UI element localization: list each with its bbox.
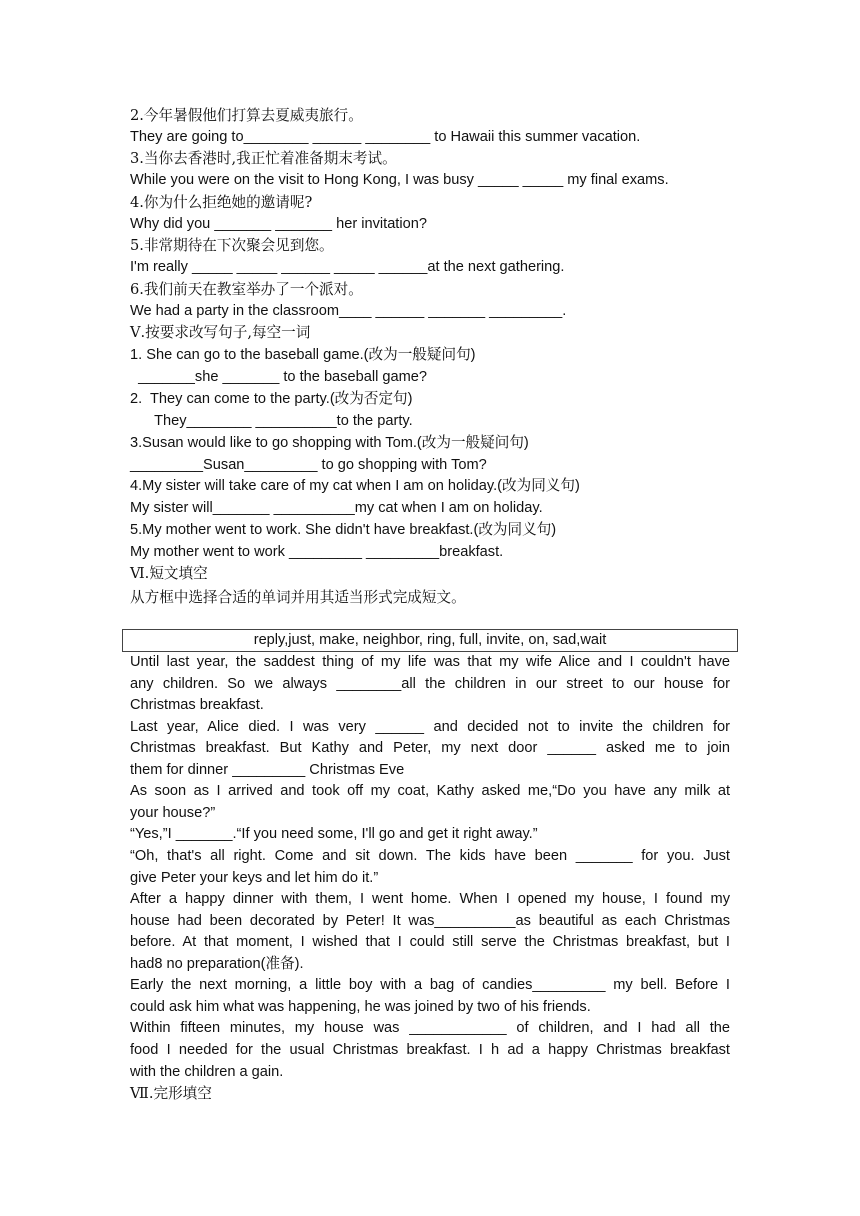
passage-line: Last year, Alice died. I was very ______ and decided not to invite the children for — [130, 718, 730, 735]
section-7-heading: Ⅶ.完形填空 — [130, 1085, 212, 1102]
question-6-chinese: 6.我们前天在教室举办了一个派对。 — [130, 281, 363, 298]
rewrite-question-4: 4.My sister will take care of my cat when I am on holiday.(改为同义句) — [130, 478, 580, 494]
passage-line: had8 no preparation(准备). — [130, 955, 304, 972]
section-6-heading: Ⅵ.短文填空 — [130, 565, 208, 582]
question-4-english: Why did you _______ _______ her invitation? — [130, 216, 427, 232]
passage-line: before. At that moment, I wished that I could still serve the Christmas breakfast, but I — [130, 934, 730, 951]
passage-line: could ask him what was happening, he was joined by two of his friends. — [130, 998, 591, 1015]
rewrite-answer-5: My mother went to work _________ _________breakfast. — [130, 544, 504, 560]
passage-line: house had been decorated by Peter! It was__________as beautiful as each Christmas — [130, 912, 730, 929]
passage-line: Christmas breakfast. — [130, 697, 264, 714]
passage-line: Until last year, the saddest thing of my life was that my wife Alice and I couldn't have — [130, 654, 730, 670]
rewrite-answer-2: They________ __________to the party. — [130, 413, 413, 429]
question-5-english: I'm really _____ _____ ______ _____ ______at the next gathering. — [130, 259, 565, 275]
passage-line: Early the next morning, a little boy with a bag of candies_________ my bell. Before I — [130, 977, 730, 994]
passage-line: them for dinner _________ Christmas Eve — [130, 761, 405, 778]
question-5-chinese: 5.非常期待在下次聚会见到您。 — [130, 237, 334, 254]
question-4-chinese: 4.你为什么拒绝她的邀请呢? — [130, 194, 313, 211]
question-6-english: We had a party in the classroom____ ______ _______ _________. — [130, 303, 567, 319]
rewrite-answer-1: _______she _______ to the baseball game? — [130, 369, 427, 385]
passage-line: food I needed for the usual Christmas breakfast. I h ad a happy Christmas breakfast — [130, 1041, 730, 1058]
question-3-chinese: 3.当你去香港时,我正忙着准备期末考试。 — [130, 150, 397, 167]
passage-line: your house?” — [130, 804, 216, 821]
rewrite-question-1: 1. She can go to the baseball game.(改为一般疑问句) — [130, 347, 476, 363]
section-6-instruction: 从方框中选择合适的单词并用其适当形式完成短文。 — [130, 589, 466, 606]
passage-line: “Yes,”I _______.“If you need some, I'll go and get it right away.” — [130, 826, 538, 843]
rewrite-answer-3: _________Susan_________ to go shopping with Tom? — [130, 457, 487, 473]
rewrite-question-2: 2. They can come to the party.(改为否定句) — [130, 391, 413, 407]
passage-line: with the children a gain. — [130, 1063, 284, 1080]
rewrite-question-5: 5.My mother went to work. She didn't have breakfast.(改为同义句) — [130, 522, 557, 538]
rewrite-answer-4: My sister will_______ __________my cat when I am on holiday. — [130, 500, 543, 516]
question-2-chinese: 2.今年暑假他们打算去夏威夷旅行。 — [130, 107, 363, 124]
word-bank-box: reply,just, make, neighbor, ring, full, invite, on, sad,wait — [122, 629, 738, 652]
passage-line: Within fifteen minutes, my house was ____________ of children, and I had all the — [130, 1020, 730, 1037]
passage-line: Christmas breakfast. But Kathy and Peter, my next door ______ asked me to join — [130, 740, 730, 757]
section-5-heading: Ⅴ.按要求改写句子,每空一词 — [130, 324, 311, 341]
passage-line: any children. So we always ________all the children in our street to our house for — [130, 675, 730, 692]
question-2-english: They are going to________ ______ ________ to Hawaii this summer vacation. — [130, 129, 641, 145]
passage-line: After a happy dinner with them, I went home. When I opened my house, I found my — [130, 891, 730, 907]
question-3-english: While you were on the visit to Hong Kong, I was busy _____ _____ my final exams. — [130, 172, 669, 188]
passage-line: As soon as I arrived and took off my coat, Kathy asked me,“Do you have any milk at — [130, 783, 730, 800]
rewrite-question-3: 3.Susan would like to go shopping with Tom.(改为一般疑问句) — [130, 435, 529, 451]
passage-line: “Oh, that's all right. Come and sit down. The kids have been _______ for you. Just — [130, 848, 730, 864]
passage-line: give Peter your keys and let him do it.” — [130, 869, 379, 886]
